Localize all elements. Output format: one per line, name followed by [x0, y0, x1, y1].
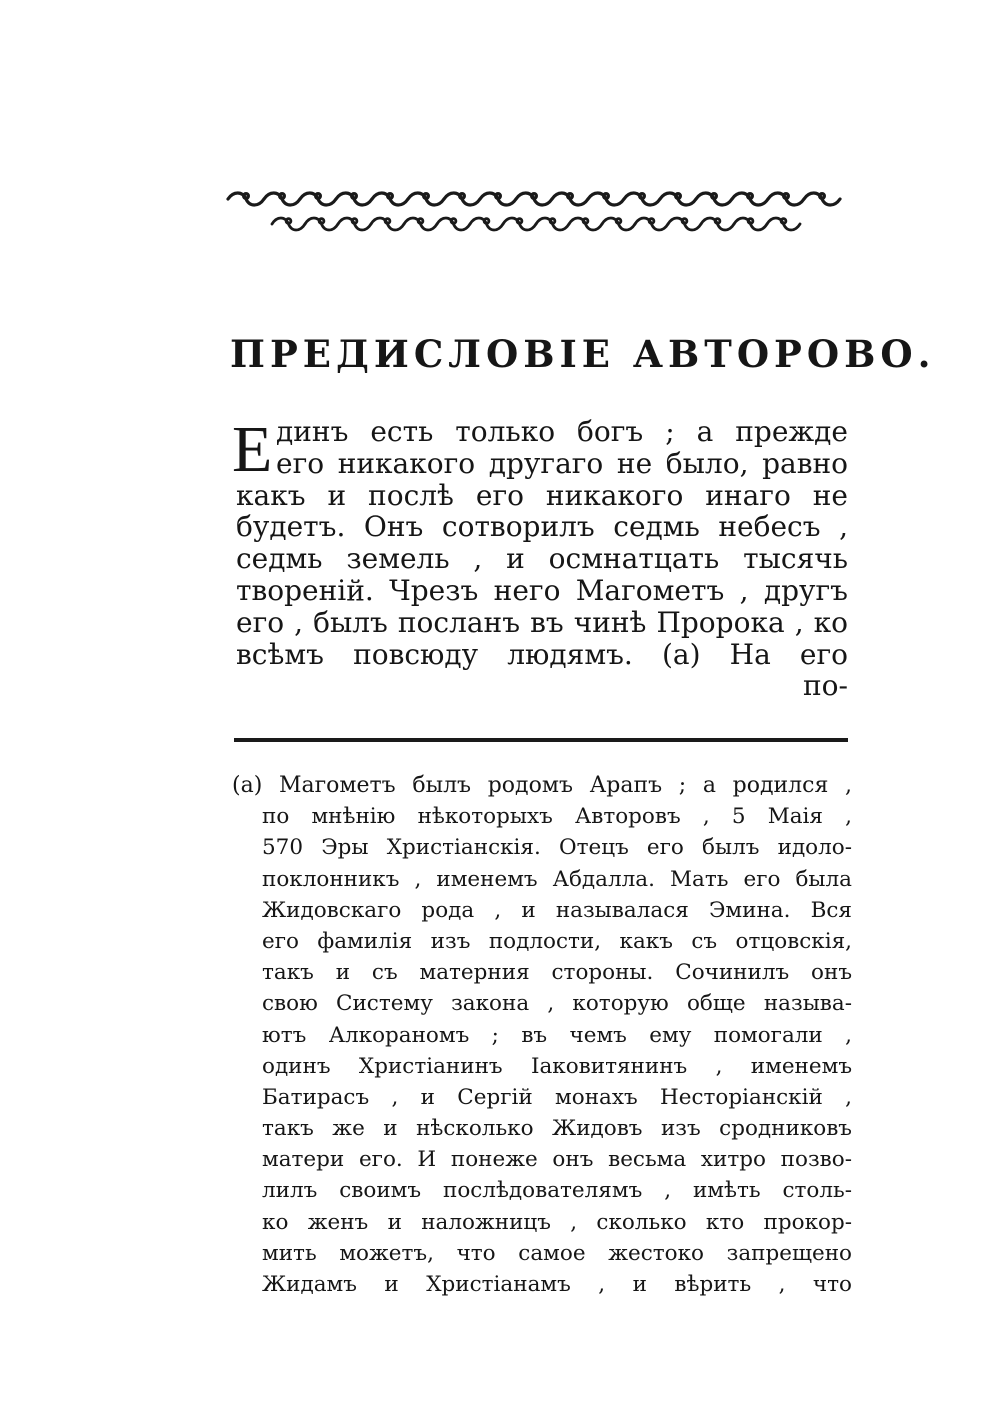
- footnote-line: ко женъ и наложницъ , сколько кто прокор-: [262, 1209, 852, 1235]
- catchword: по-: [803, 669, 848, 703]
- ornament-bottom-row: [270, 214, 802, 234]
- footnote-line: лилъ своимъ послѣдователямъ , имѣть столь-: [262, 1178, 852, 1204]
- text-line: его никакого другаго не было, равно: [276, 446, 848, 480]
- text-line: седмь земель , и осмнатцать тысячь: [236, 542, 848, 576]
- footnote-line: поклонникъ , именемъ Абдалла. Мать его была: [262, 866, 852, 892]
- footnote-line: его фамилія изъ подлости, какъ съ отцовскія,: [262, 928, 852, 954]
- footnote-line: свою Систему закона , которую обще называ-: [262, 991, 852, 1017]
- footnote-line: мить можетъ, что самое жестоко запрещено: [262, 1240, 852, 1266]
- footnote-separator: [234, 738, 848, 742]
- ornament-scroll-icon: [270, 214, 802, 234]
- footnote-line: такъ и съ матерния стороны. Сочинилъ онъ: [262, 960, 852, 986]
- text-line: всѣмъ повсюду людямъ. (а) На его: [236, 637, 848, 671]
- main-text: [236, 416, 848, 702]
- footnote-line: (а) Магометъ былъ родомъ Арапъ ; а родился ,: [232, 773, 852, 798]
- footnote-line: по мнѣнію нѣкоторыхъ Авторовъ , 5 Маія ,: [262, 804, 852, 830]
- ornament-top-row: [226, 188, 846, 210]
- text-line: какъ и послѣ его никакого инаго не: [236, 478, 848, 512]
- footnote-line: такъ же и нѣсколько Жидовъ изъ сродниковъ: [262, 1116, 852, 1142]
- footnote-line: матери его. И понеже онъ весьма хитро позво-: [262, 1147, 852, 1173]
- footnote: [232, 770, 852, 1300]
- drop-cap: Е: [232, 413, 273, 486]
- footnote-line: Жидамъ и Христіанамъ , и вѣрить , что: [262, 1272, 852, 1297]
- footnote-line: ютъ Алкораномъ ; въ чемъ ему помогали ,: [262, 1022, 852, 1048]
- footnote-line: одинъ Христіанинъ Іаковитянинъ , именемъ: [262, 1053, 852, 1079]
- page-title: ПРЕДИСЛОВІЕ АВТОРОВО.: [230, 332, 936, 376]
- text-line: его , былъ посланъ въ чинѣ Пророка , ко: [236, 605, 848, 639]
- footnote-line: 570 Эры Христіанскія. Отецъ его былъ идоло-: [262, 835, 852, 861]
- ornament-scroll-icon: [226, 188, 846, 210]
- text-line: твореній. Чрезъ него Магометъ , другъ: [236, 573, 848, 607]
- text-line: будетъ. Онъ сотворилъ седмь небесъ ,: [236, 510, 848, 544]
- text-line: динъ есть только богъ ; а прежде: [276, 415, 848, 448]
- footnote-line: Жидовскаго рода , и называлася Эмина. Вся: [262, 897, 852, 923]
- footnote-line: Батирасъ , и Сергій монахъ Несторіанскій ,: [262, 1084, 852, 1110]
